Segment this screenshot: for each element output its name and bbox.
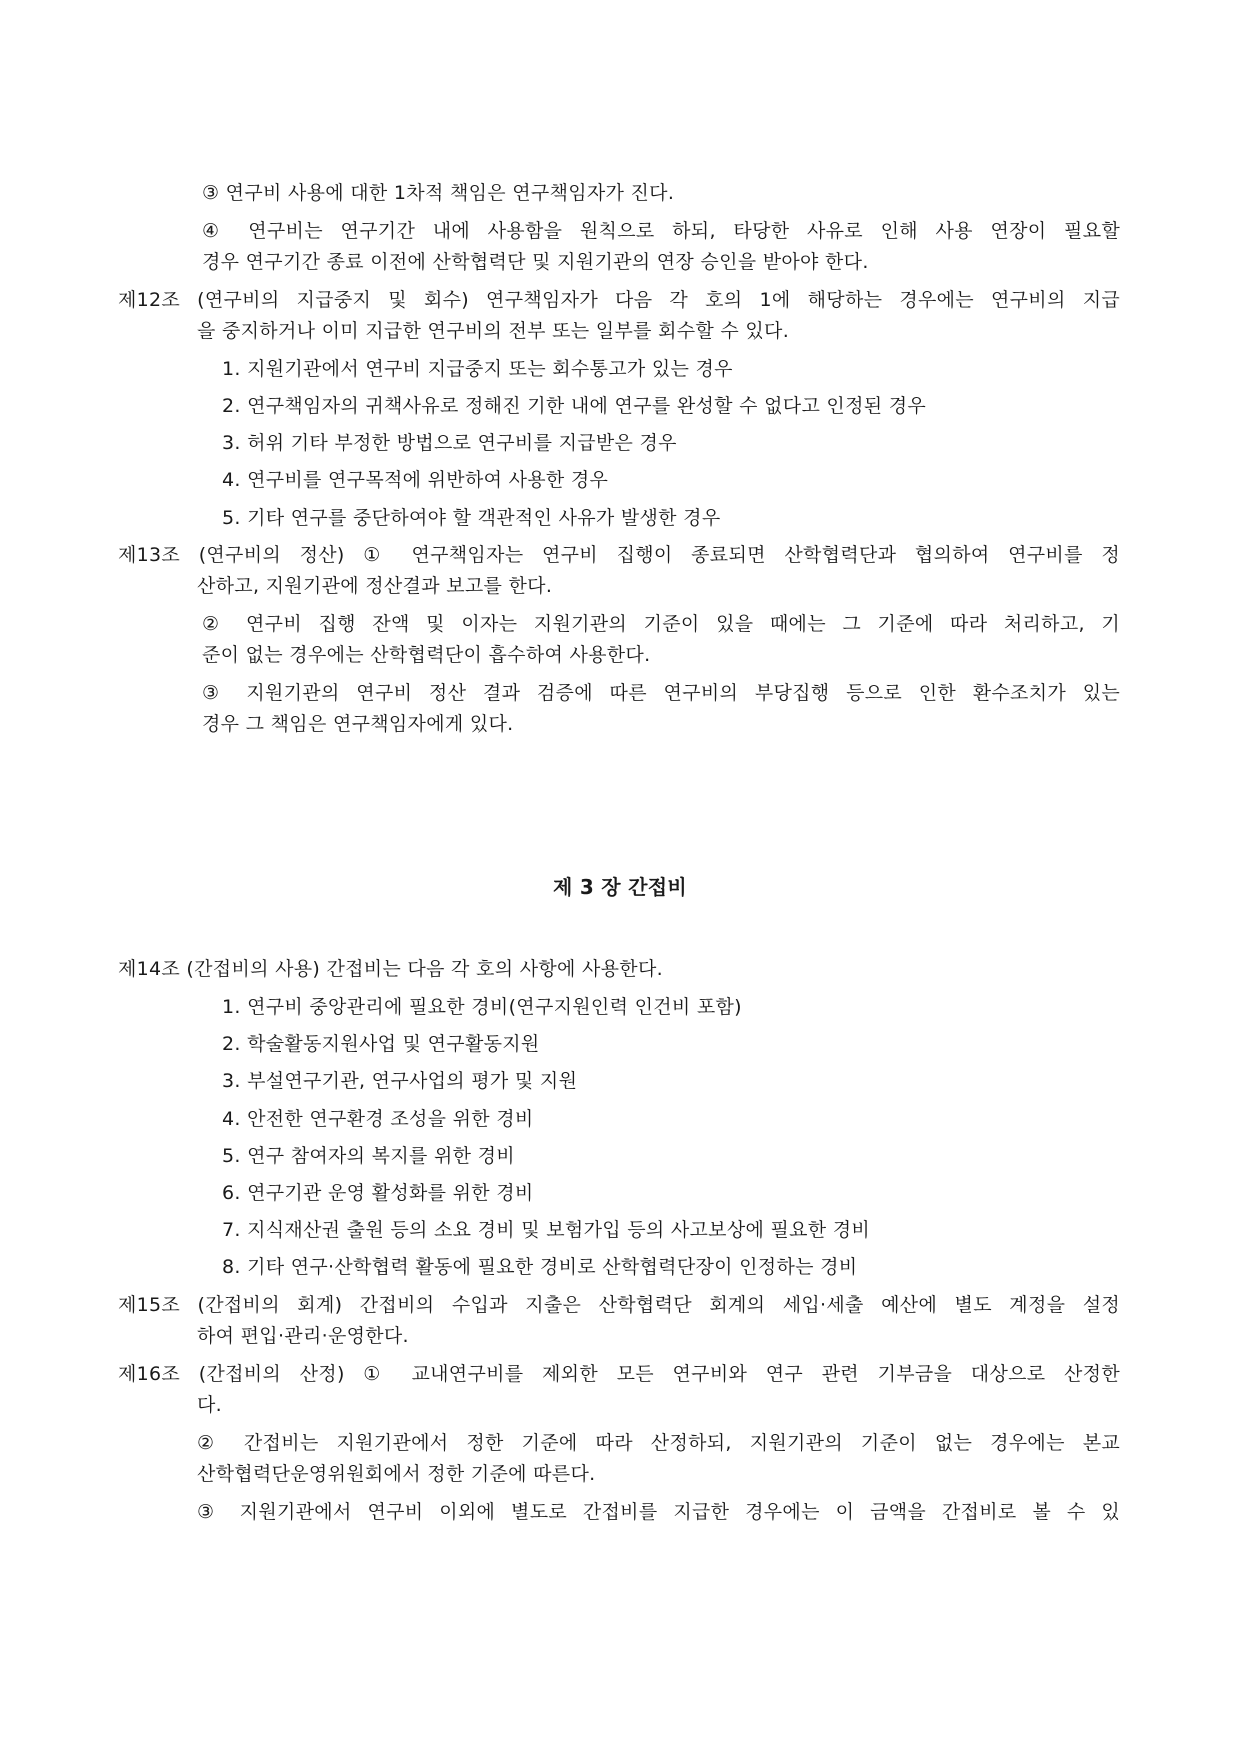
art15-heading-line-2: 하여 편입·관리·운영한다. — [197, 1325, 409, 1347]
art15-heading-line-1: 제15조 (간접비의 회계) 간접비의 수입과 지출은 산학협력단 회계의 세입·세출 예산에 별도 계정을 설정 — [118, 1294, 1120, 1316]
art13-heading-line-1: 제13조 (연구비의 정산) ① 연구책임자는 연구비 집행이 종료되면 산학협력단과 협의하여 연구비를 정 — [118, 544, 1120, 566]
art16-heading-line-2: 다. — [197, 1394, 222, 1416]
art16-paragraph-2-line-1: ② 간접비는 지원기관에서 정한 기준에 따라 산정하되, 지원기관의 기준이 없는 경우에는 본교 — [197, 1432, 1120, 1454]
art11-paragraph-3: ③ 연구비 사용에 대한 1차적 책임은 연구책임자가 진다. — [202, 182, 675, 204]
art12-item: 5. 기타 연구를 중단하여야 할 객관적인 사유가 발생한 경우 — [222, 507, 721, 529]
art14-item: 2. 학술활동지원사업 및 연구활동지원 — [222, 1033, 540, 1055]
art13-paragraph-2-line-2: 준이 없는 경우에는 산학협력단이 흡수하여 사용한다. — [202, 644, 651, 666]
art11-paragraph-4-line-2: 경우 연구기간 종료 이전에 산학협력단 및 지원기관의 연장 승인을 받아야 한다. — [202, 251, 869, 273]
art14-item: 4. 안전한 연구환경 조성을 위한 경비 — [222, 1108, 534, 1130]
art14-item: 8. 기타 연구·산학협력 활동에 필요한 경비로 산학협력단장이 인정하는 경비 — [222, 1256, 858, 1278]
art12-item: 2. 연구책임자의 귀책사유로 정해진 기한 내에 연구를 완성할 수 없다고 인정된 경우 — [222, 395, 927, 417]
art12-heading-line-1: 제12조 (연구비의 지급중지 및 회수) 연구책임자가 다음 각 호의 1에 해당하는 경우에는 연구비의 지급 — [118, 289, 1120, 311]
art13-paragraph-2-line-1: ② 연구비 집행 잔액 및 이자는 지원기관의 기준이 있을 때에는 그 기준에 따라 처리하고, 기 — [202, 613, 1120, 635]
art12-item: 1. 지원기관에서 연구비 지급중지 또는 회수통고가 있는 경우 — [222, 358, 733, 380]
art14-item: 1. 연구비 중앙관리에 필요한 경비(연구지원인력 인건비 포함) — [222, 996, 742, 1018]
art14-heading: 제14조 (간접비의 사용) 간접비는 다음 각 호의 사항에 사용한다. — [118, 958, 663, 980]
art14-item: 6. 연구기관 운영 활성화를 위한 경비 — [222, 1182, 534, 1204]
chapter-title: 제 3 장 간접비 — [552, 875, 688, 899]
art16-heading-line-1: 제16조 (간접비의 산정) ① 교내연구비를 제외한 모든 연구비와 연구 관련 기부금을 대상으로 산정한 — [118, 1363, 1120, 1385]
art13-paragraph-3-line-2: 경우 그 책임은 연구책임자에게 있다. — [202, 713, 514, 735]
art12-heading-line-2: 을 중지하거나 이미 지급한 연구비의 전부 또는 일부를 회수할 수 있다. — [197, 320, 790, 342]
art16-paragraph-3-line-1: ③ 지원기관에서 연구비 이외에 별도로 간접비를 지급한 경우에는 이 금액을 간접비로 볼 수 있 — [197, 1501, 1120, 1523]
art14-item: 7. 지식재산권 출원 등의 소요 경비 및 보험가입 등의 사고보상에 필요한 경비 — [222, 1219, 871, 1241]
art14-item: 5. 연구 참여자의 복지를 위한 경비 — [222, 1145, 515, 1167]
art16-paragraph-2-line-2: 산학협력단운영위원회에서 정한 기준에 따른다. — [197, 1463, 596, 1485]
art12-item: 3. 허위 기타 부정한 방법으로 연구비를 지급받은 경우 — [222, 432, 677, 454]
art13-heading-line-2: 산하고, 지원기관에 정산결과 보고를 한다. — [197, 575, 553, 597]
art13-paragraph-3-line-1: ③ 지원기관의 연구비 정산 결과 검증에 따른 연구비의 부당집행 등으로 인한 환수조치가 있는 — [202, 682, 1120, 704]
art11-paragraph-4-line-1: ④ 연구비는 연구기간 내에 사용함을 원칙으로 하되, 타당한 사유로 인해 사용 연장이 필요할 — [202, 220, 1120, 242]
art14-item: 3. 부설연구기관, 연구사업의 평가 및 지원 — [222, 1070, 578, 1092]
art12-item: 4. 연구비를 연구목적에 위반하여 사용한 경우 — [222, 469, 609, 491]
